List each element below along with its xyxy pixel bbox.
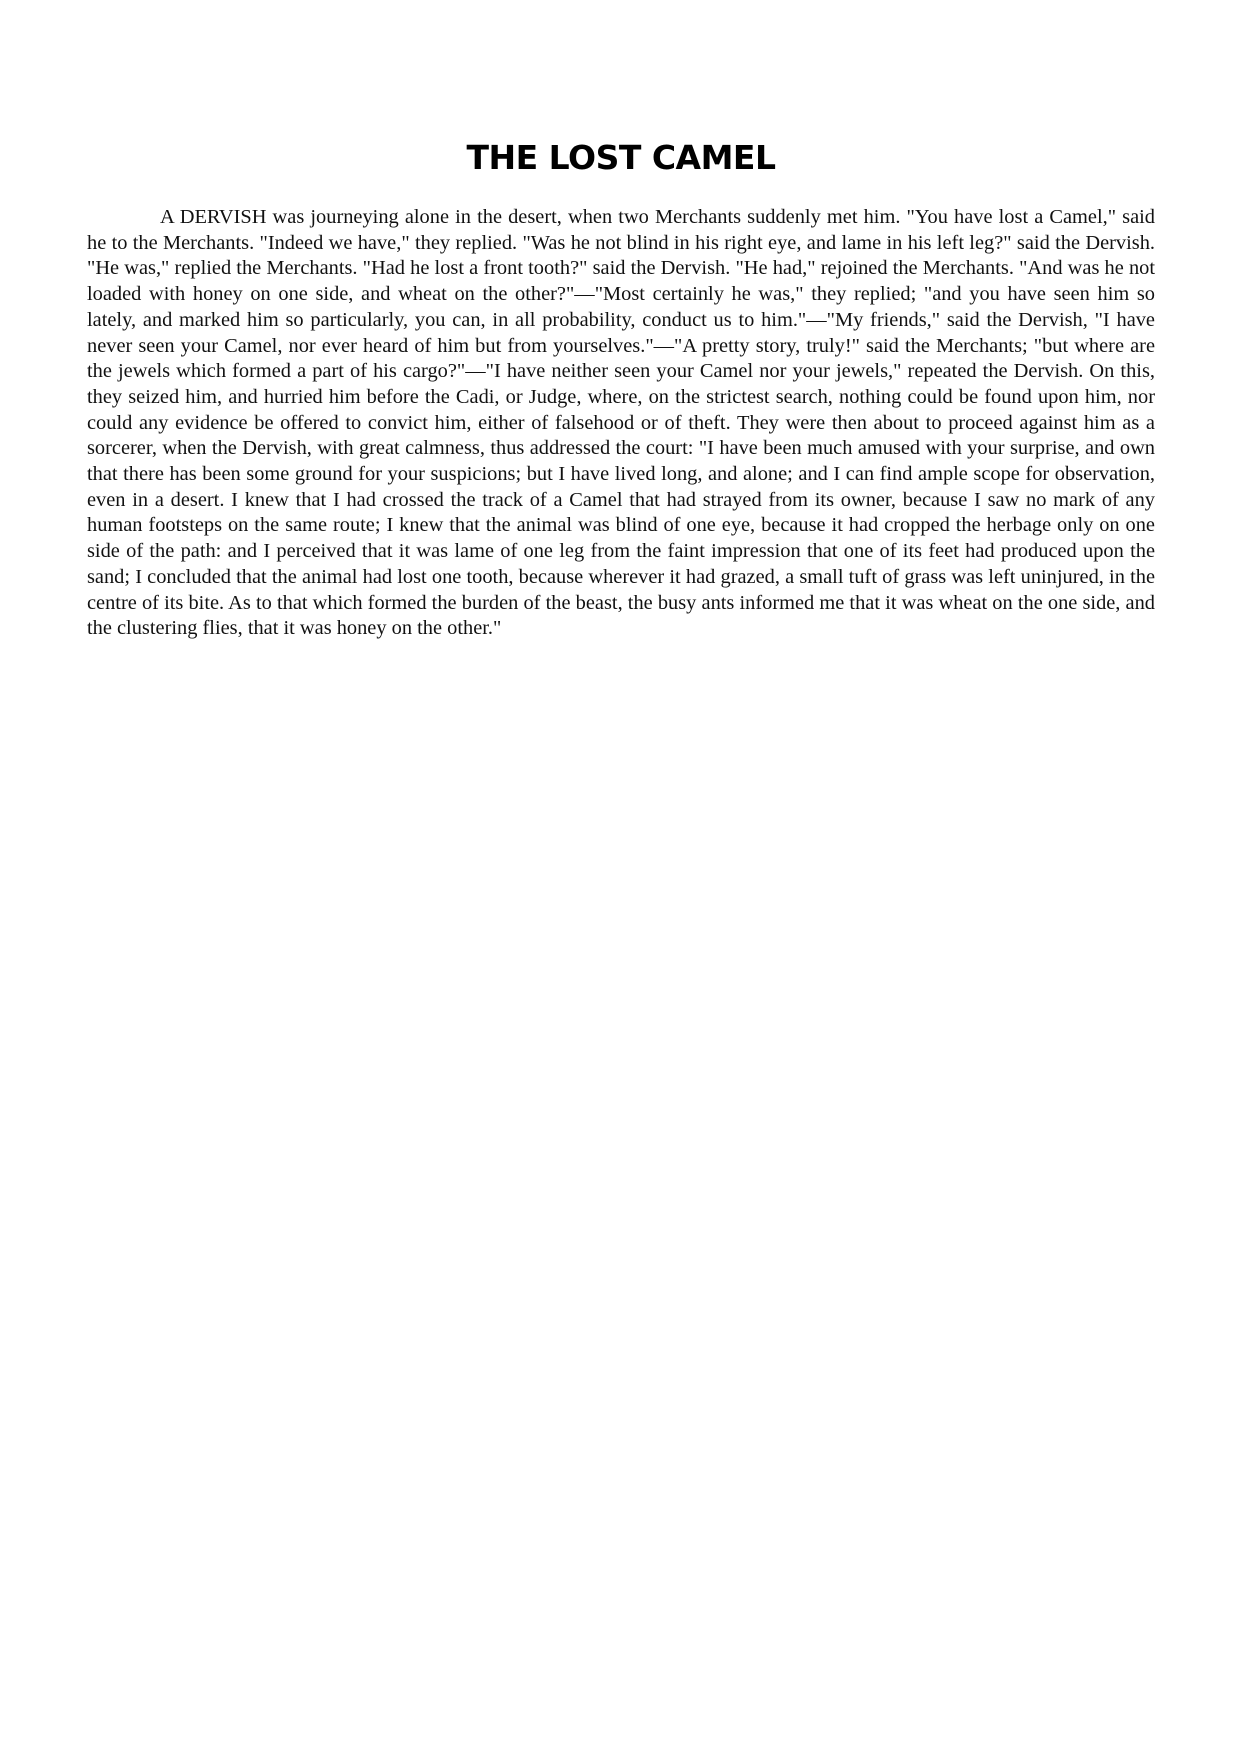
story-paragraph: A DERVISH was journeying alone in the desert, when two Merchants suddenly met him. "You have lost a Camel," said he to the Merchants. "Indeed we have," they replied. "Was he not blind in his right eye, and lame in his left leg?" said the Dervish. "He was," replied the Merchants. "Had he lost a front tooth?" said the Dervish. "He had," rejoined the Merchants. "And was he not loaded with honey on one side, and wheat on the other?"—"Most certainly he was," they replied; "and you have seen him so lately, and marked him so particularly, you can, in all probability, conduct us to him."—"My friends," said the Dervish, "I have never seen your Camel, nor ever heard of him but from yourselves."—"A pretty story, truly!" said the Merchants; "but where are the jewels which formed a part of his cargo?"—"I have neither seen your Camel nor your jewels," repeated the Dervish. On this, they seized him, and hurried him before the Cadi, or Judge, where, on the strictest search, nothing could be found upon him, nor could any evidence be offered to convict him, either of falsehood or of theft. They were then about to proceed against him as a sorcerer, when the Dervish, with great calmness, thus addressed the court: "I have been much amused with your surprise, and own that there has been some ground for your suspicions; but I have lived long, and alone; and I can find ample scope for observation, even in a desert. I knew that I had crossed the track of a Camel that had strayed from its owner, because I saw no mark of any human footsteps on the same route; I knew that the animal was blind of one eye, because it had cropped the herbage only on one side of the path: and I perceived that it was lame of one leg from the faint impression that one of its feet had produced upon the sand; I concluded that the animal had lost one tooth, because wherever it had grazed, a small tuft of grass was left uninjured, in the centre of its bite. As to that which formed the burden of the beast, the busy ants informed me that it was wheat on the one side, and the clustering flies, that it was honey on the other." — [87, 206, 1155, 640]
document-title: THE LOST CAMEL — [466, 138, 776, 177]
